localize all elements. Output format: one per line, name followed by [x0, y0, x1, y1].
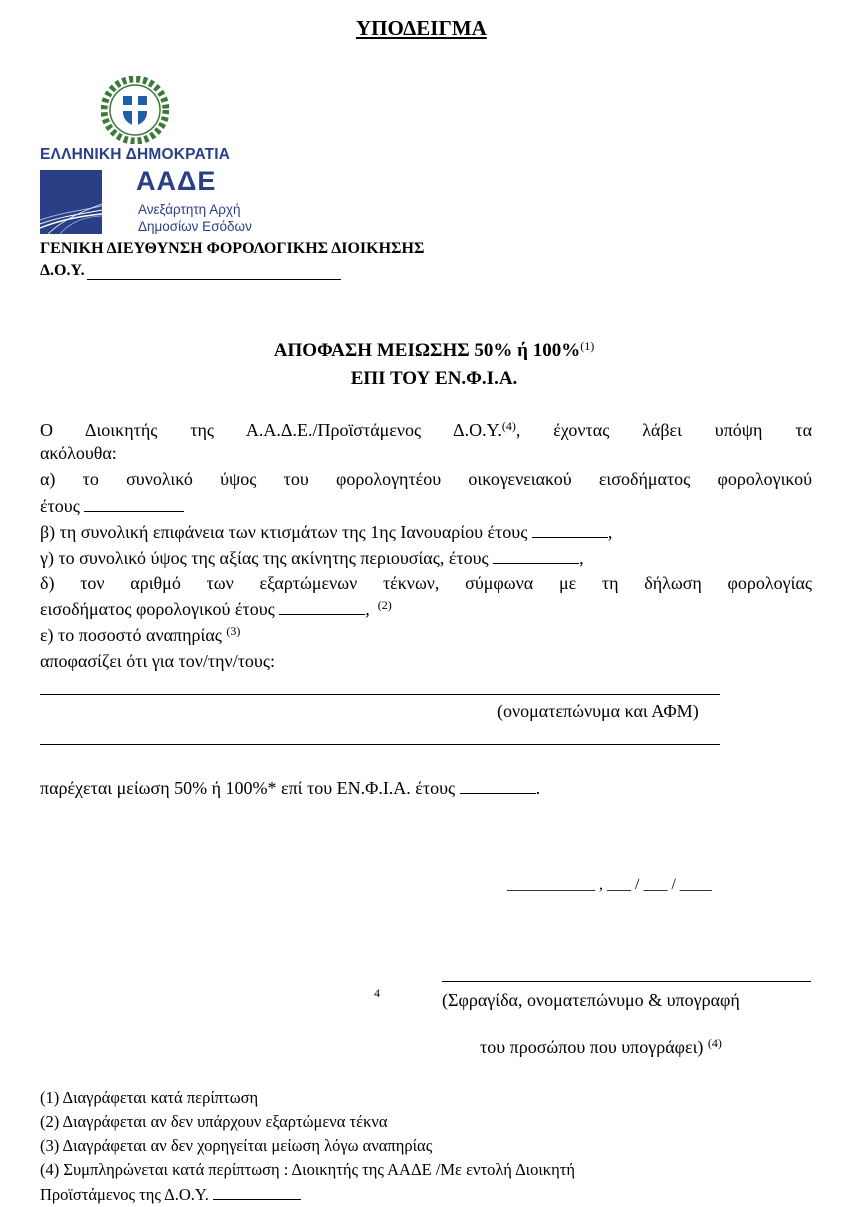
footnote-4: (4) Συμπληρώνεται κατά περίπτωση : Διοικητής της ΑΑΔΕ /Με εντολή Διοικητή: [40, 1160, 576, 1179]
item-e-label: ε) το ποσοστό αναπηρίας: [40, 625, 222, 645]
granted-line: παρέχεται μείωση 50% ή 100%* επί του ΕΝ.Φ.Ι.Α. έτους .: [40, 778, 541, 798]
item-d-blank: [279, 597, 365, 615]
item-b: β) τη συνολική επιφάνεια των κτισμάτων της 1ης Ιανουαρίου έτους ,: [40, 522, 613, 542]
signature-rule: [442, 981, 811, 982]
intro-text-a: Ο Διοικητής της Α.Α.Δ.Ε./Προϊστάμενος Δ.Ο.Υ.: [40, 420, 502, 440]
intro-text-b: , έχοντας λάβει υπόψη τα: [515, 420, 812, 440]
intro-continuation: ακόλουθα:: [40, 443, 117, 463]
item-d-line2: εισοδήματος φορολογικού έτους , $^{(2)}$: [40, 598, 392, 619]
granted-label: παρέχεται μείωση 50% ή 100%* επί του ΕΝ.Φ.Ι.Α. έτους: [40, 778, 456, 798]
item-d-label: εισοδήματος φορολογικού έτους: [40, 599, 275, 619]
republic-label: ΕΛΛΗΝΙΚΗ ΔΗΜΟΚΡΑΤΙΑ: [40, 146, 231, 163]
item-d-note: (2): [377, 598, 392, 612]
signature-caption-1: (Σφραγίδα, ονοματεπώνυμο & υπογραφή: [442, 990, 740, 1010]
item-e: [40, 624, 812, 647]
heading-line1: ΑΠΟΦΑΣΗ ΜΕΙΩΣΗΣ 50% ή 100%: [273, 340, 581, 361]
aade-logo-icon: [40, 170, 102, 234]
agency-name: ΑΑΔΕ: [136, 166, 217, 196]
heading-line2: ΕΠΙ ΤΟΥ ΕΝ.Φ.Ι.Α.: [350, 368, 518, 389]
intro-line: [40, 419, 812, 442]
footnote-1: (1) Διαγράφεται κατά περίπτωση: [40, 1088, 259, 1107]
item-g-label: γ) το συνολικό ύψος της αξίας της ακίνητης περιουσίας, έτους: [40, 548, 489, 568]
date-line: ___________ , ___ / ___ / ____: [507, 876, 712, 893]
agency-subtitle-2: Δημοσίων Εσόδων: [138, 219, 252, 234]
doy-field: [40, 262, 341, 280]
item-a-label: έτους: [40, 496, 80, 516]
doy-label: Δ.Ο.Υ.: [40, 262, 85, 279]
year-blank: [460, 776, 536, 794]
directorate-label: ΓΕΝΙΚΗ ΔΙΕΥΘΥΝΣΗ ΦΟΡΟΛΟΓΙΚΗΣ ΔΙΟΙΚΗΣΗΣ: [40, 240, 425, 257]
item-e-note: (3): [226, 624, 241, 638]
item-a-blank: [84, 494, 184, 512]
footnote-3: (3) Διαγράφεται αν δεν χορηγείται μείωση λόγω αναπηρίας: [40, 1136, 433, 1155]
document-title: ΥΠΟΔΕΙΓΜΑ: [356, 16, 487, 40]
footnote-5-text: Προϊστάμενος της Δ.Ο.Υ.: [40, 1185, 209, 1204]
footnote-2: (2) Διαγράφεται αν δεν υπάρχουν εξαρτώμενα τέκνα: [40, 1112, 388, 1131]
item-a-line2: [40, 494, 812, 518]
name-rule-2: [40, 744, 720, 745]
decision-heading: [0, 340, 868, 362]
doy-blank: [87, 264, 341, 280]
decides-line: αποφασίζει ότι για τον/την/τους:: [40, 651, 275, 671]
item-g: γ) το συνολικό ύψος της αξίας της ακίνητης περιουσίας, έτους ,: [40, 548, 584, 568]
name-rule-1: [40, 694, 720, 695]
item-g-blank: [493, 546, 579, 564]
doy-footnote-blank: [213, 1184, 301, 1200]
name-caption: (ονοματεπώνυμα και ΑΦΜ): [497, 701, 699, 721]
heading-note: (1): [580, 339, 595, 353]
intro-note: (4): [501, 419, 516, 433]
coat-of-arms-icon: [101, 76, 169, 144]
signature-note: (4): [707, 1036, 722, 1050]
page-number: 4: [374, 986, 380, 1000]
agency-subtitle-1: Ανεξάρτητη Αρχή: [138, 202, 241, 217]
signature-caption-2: [480, 1037, 722, 1058]
item-b-blank: [532, 520, 608, 538]
item-b-label: β) τη συνολική επιφάνεια των κτισμάτων της 1ης Ιανουαρίου έτους: [40, 522, 528, 542]
footnote-5: [40, 1184, 301, 1205]
item-a-line1: α) το συνολικό ύψος του φορολογητέου οικογενειακού εισοδήματος φορολογικού: [40, 469, 812, 489]
signature-caption-2-text: του προσώπου που υπογράφει): [480, 1037, 704, 1057]
item-d-line1: δ) τον αριθμό των εξαρτώμενων τέκνων, σύμφωνα με τη δήλωση φορολογίας: [40, 573, 812, 593]
